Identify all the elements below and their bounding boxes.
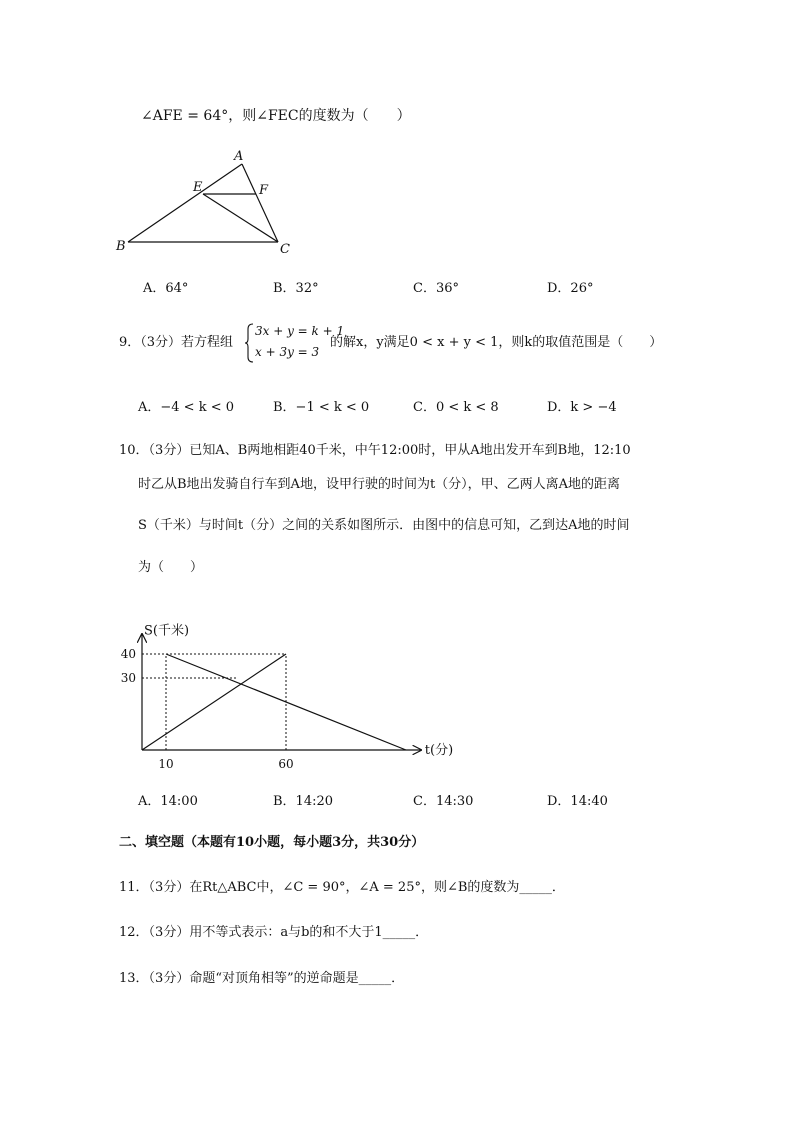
distance-time-chart: [110, 598, 470, 771]
label-c: C: [280, 242, 290, 257]
q10-option-a[interactable]: A．14:00: [138, 794, 198, 809]
q9-option-c[interactable]: C．0 < k < 8: [413, 400, 499, 415]
q9-option-d[interactable]: D．k > −4: [547, 400, 617, 415]
label-e: E: [193, 180, 203, 195]
q10-option-c[interactable]: C．14:30: [413, 794, 474, 809]
edge-ba: [128, 164, 242, 242]
q10-line3: S（千米）与时间t（分）之间的关系如图所示．由图中的信息可知，乙到达A地的时间: [138, 518, 630, 533]
q9-eq2: x + 3y = 3: [255, 345, 320, 359]
q9-prefix: 9．（3分）若方程组: [119, 335, 234, 350]
brace-icon: [245, 323, 255, 363]
q10-line4: 为（ ）: [138, 560, 204, 575]
q8-option-b[interactable]: B．32°: [273, 281, 319, 296]
label-f: F: [259, 183, 269, 198]
y-tick-label: 40: [120, 647, 136, 661]
q9-eq1: 3x + y = k + 1: [255, 324, 345, 338]
q12-text: 12．（3分）用不等式表示：a与b的和不大于1_____．: [119, 925, 429, 940]
q11-text: 11．（3分）在Rt△ABC中，∠C = 90°，∠A = 25°，则∠B的度数为_____．: [119, 880, 565, 895]
triangle-figure: [110, 148, 310, 258]
y-tick-label: 30: [120, 671, 136, 685]
q8-option-a[interactable]: A．64°: [143, 281, 189, 296]
q8-option-d[interactable]: D．26°: [547, 281, 594, 296]
q10-option-b[interactable]: B．14:20: [273, 794, 334, 809]
q10-line2: 时乙从B地出发骑自行车到A地，设甲行驶的时间为t（分），甲、乙两人离A地的距离: [138, 477, 621, 492]
q8-option-c[interactable]: C．36°: [413, 281, 459, 296]
y-axis-label: S(千米): [144, 623, 190, 639]
q13-text: 13．（3分）命题“对顶角相等”的逆命题是_____．: [119, 971, 405, 986]
q9-option-a[interactable]: A．−4 < k < 0: [138, 400, 235, 415]
q10-line1: 10．（3分）已知A、B两地相距40千米，中午12:00时，甲从A地出发开车到B地，12:10: [119, 443, 631, 458]
q8-stem: ∠AFE = 64°，则∠FEC的度数为（ ）: [141, 108, 411, 124]
series-line-甲: [142, 654, 286, 750]
q10-option-d[interactable]: D．14:40: [547, 794, 608, 809]
label-a: A: [234, 149, 244, 164]
q9-suffix: 的解x，y满足0 < x + y < 1，则k的取值范围是（ ）: [330, 335, 663, 350]
x-tick-label: 60: [278, 757, 294, 771]
x-tick-label: 10: [158, 757, 174, 771]
label-b: B: [116, 239, 126, 254]
section-heading: 二、填空题（本题有10小题，每小题3分，共30分）: [119, 835, 425, 850]
x-axis-label: t(分): [424, 743, 454, 758]
q9-option-b[interactable]: B．−1 < k < 0: [273, 400, 370, 415]
